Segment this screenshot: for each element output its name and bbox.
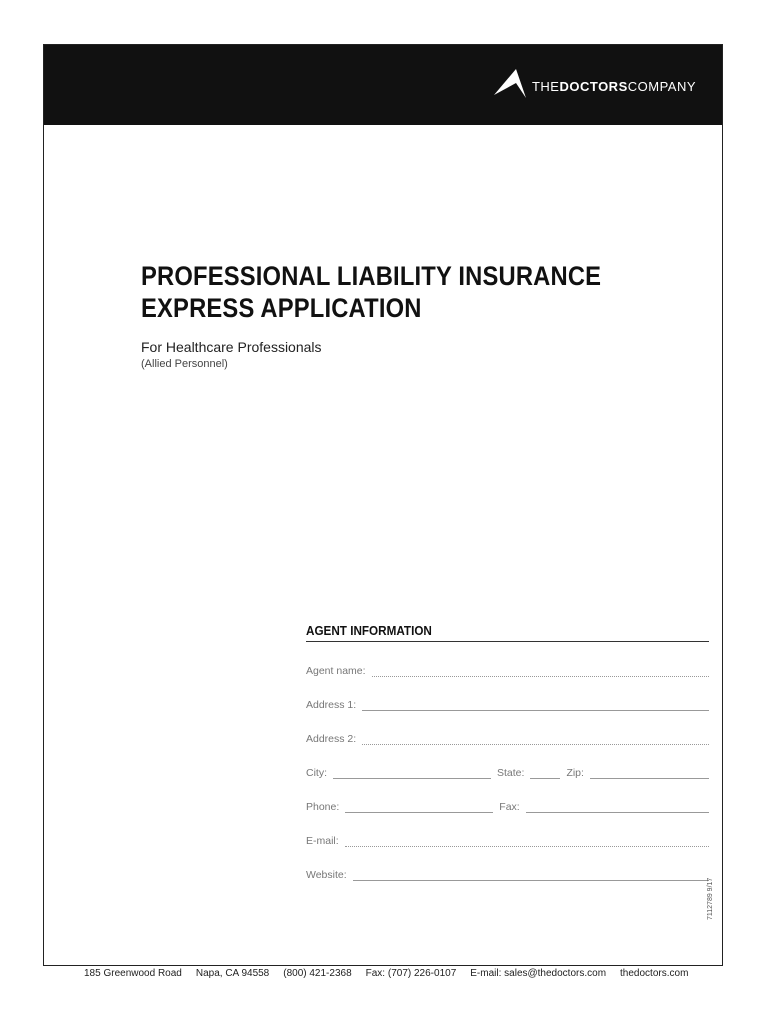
city-label: City:	[306, 767, 327, 779]
company-logo	[492, 65, 696, 101]
fax-field[interactable]	[526, 800, 709, 813]
address2-label: Address 2:	[306, 733, 357, 745]
state-field[interactable]	[530, 766, 560, 779]
address1-field[interactable]	[362, 698, 709, 711]
city-field[interactable]	[333, 766, 491, 779]
phone-fax-row	[306, 797, 709, 813]
address1-label: Address 1:	[306, 699, 357, 711]
website-label: Website:	[306, 869, 347, 881]
footer-email-link[interactable]: E-mail: sales@thedoctors.com	[470, 968, 607, 979]
zip-field[interactable]	[590, 766, 709, 779]
footer-fax: Fax: (707) 226-0107	[365, 968, 457, 979]
document-code: 7112789 9/17	[707, 877, 714, 920]
address2-row	[306, 729, 709, 745]
logo-arrow-icon	[492, 65, 528, 101]
agent-name-field[interactable]	[372, 664, 709, 677]
state-label: State:	[497, 767, 525, 779]
logo-text: THEDOCTORSCOMPANY	[531, 78, 696, 94]
zip-label: Zip:	[566, 767, 584, 779]
fax-label: Fax:	[499, 801, 520, 813]
header-bar	[44, 45, 722, 125]
agent-information-section	[306, 623, 709, 881]
agent-name-row	[306, 661, 709, 677]
agent-heading: AGENT INFORMATION	[306, 623, 709, 642]
address2-field[interactable]	[362, 732, 709, 745]
footer-website-link[interactable]: thedoctors.com	[620, 968, 689, 979]
footer	[84, 968, 688, 979]
title-line-2: EXPRESS APPLICATION	[141, 293, 422, 323]
website-field[interactable]	[353, 868, 709, 881]
document-page	[43, 44, 723, 966]
email-label: E-mail:	[306, 835, 339, 847]
website-row	[306, 865, 709, 881]
footer-phone: (800) 421-2368	[283, 968, 352, 979]
address1-row	[306, 695, 709, 711]
agent-name-label: Agent name:	[306, 665, 366, 677]
footer-address: 185 Greenwood Road	[84, 968, 182, 979]
city-state-zip-row	[306, 763, 709, 779]
title-line-1: PROFESSIONAL LIABILITY INSURANCE	[141, 261, 602, 291]
footer-city: Napa, CA 94558	[195, 968, 270, 979]
phone-label: Phone:	[306, 801, 340, 813]
phone-field[interactable]	[345, 800, 493, 813]
subtitle: For Healthcare Professionals	[141, 339, 322, 355]
document-title	[141, 260, 634, 324]
email-row	[306, 831, 709, 847]
sub-subtitle: (Allied Personnel)	[141, 358, 228, 370]
email-field[interactable]	[345, 834, 709, 847]
